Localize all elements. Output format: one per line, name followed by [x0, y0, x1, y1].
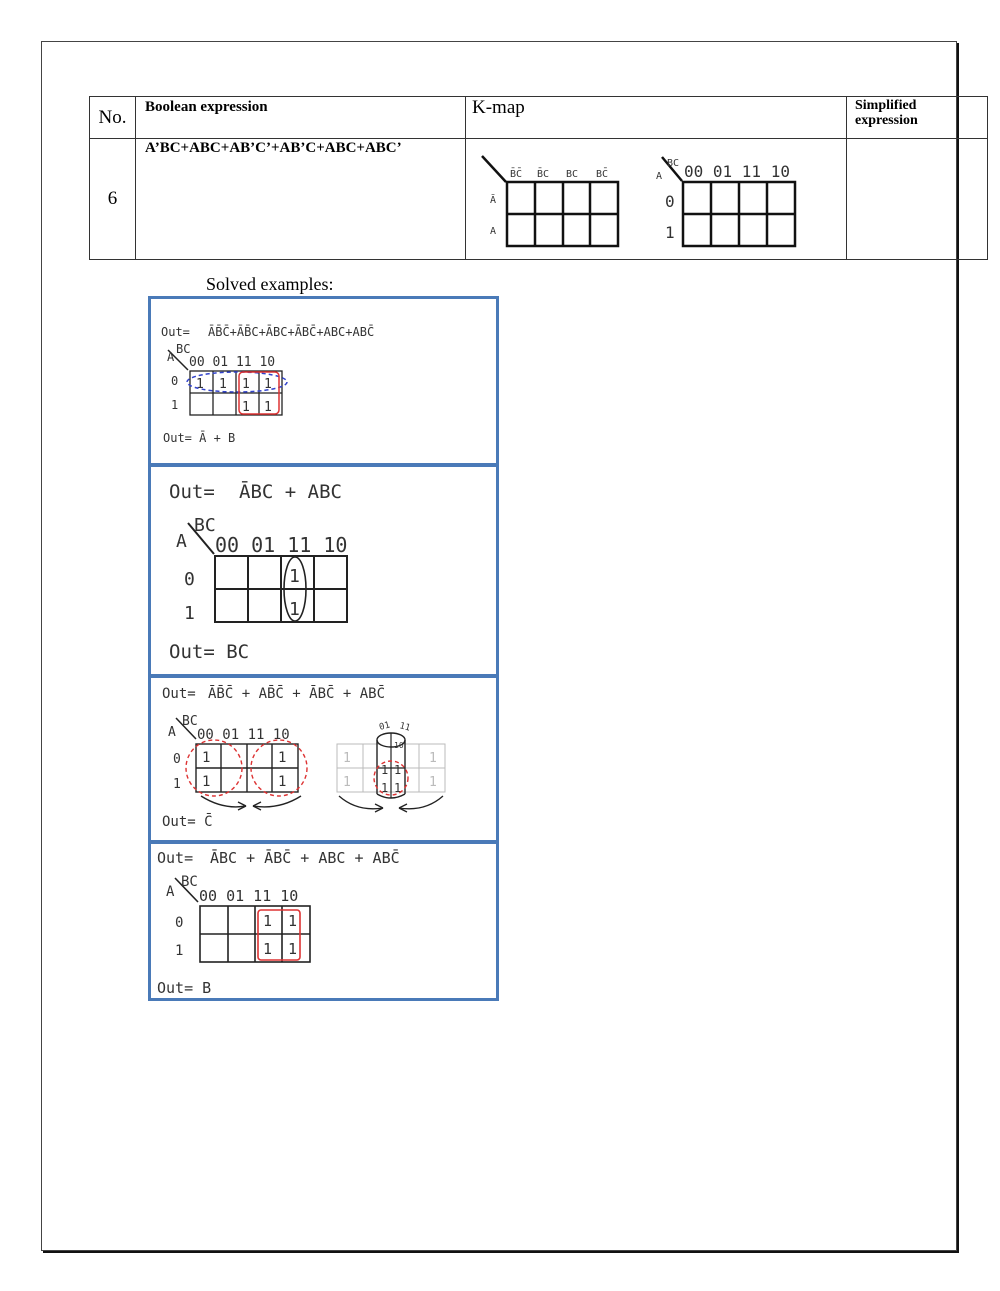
kmap-cell-value: 1 — [263, 912, 273, 930]
kmap-col-label: BC — [566, 169, 579, 180]
kmap-row-label: 0 — [665, 192, 675, 211]
kmap-var-top: BC — [176, 342, 191, 356]
kmap-cell-value: 1 — [219, 377, 227, 392]
kmap-cell-value: 1 — [288, 940, 298, 958]
kmap-row-label: Ā — [490, 195, 497, 206]
kmap-cell-value: 1 — [289, 599, 300, 620]
wrap-arrow — [253, 796, 301, 807]
kmap-row-label: 1 — [175, 943, 184, 959]
kmap-cell-value: 1 — [278, 774, 287, 790]
svg-text:1: 1 — [343, 751, 351, 766]
svg-text:1: 1 — [429, 775, 437, 790]
example-expression: ĀB̄C̄+ĀB̄C+ĀBC+ĀBC̄+ABC+ABC̄ — [208, 325, 375, 339]
wrap-arrow — [201, 796, 246, 807]
kmap-row-label: 1 — [665, 223, 675, 242]
cylinder-label: 11 — [398, 721, 412, 734]
row-simplified-expression[interactable] — [847, 139, 988, 260]
cylinder-label: 01 — [378, 720, 392, 733]
kmap-cell-value: 1 — [264, 400, 272, 415]
svg-text:1: 1 — [381, 781, 389, 795]
header-simplified-expression: Simplified expression — [847, 97, 988, 139]
kmap-var-left: A — [656, 171, 663, 182]
kmap-cell-value: 1 — [263, 940, 273, 958]
kmap-row-label: 0 — [184, 569, 195, 590]
solved-examples-label: Solved examples: — [206, 274, 334, 294]
svg-text:1: 1 — [381, 763, 389, 777]
row-boolean-expression: A’BC+ABC+AB’C’+AB’C+ABC+ABC’ — [136, 139, 466, 260]
kmap-right — [656, 157, 795, 246]
kmap-grid — [683, 182, 795, 246]
row-number: 6 — [90, 139, 136, 260]
table-header-row — [90, 97, 988, 139]
example-expression: ĀBC + ABC — [239, 481, 342, 503]
kmap-col-label: B̄C — [537, 169, 550, 180]
kmap-row-label: 1 — [184, 603, 195, 624]
solved-example-3 — [148, 675, 499, 843]
example-out-label: Out= — [169, 481, 215, 503]
kmap-row-label: 0 — [171, 374, 179, 388]
kmap-var-left: A — [167, 350, 175, 364]
solved-example-1 — [148, 296, 499, 466]
row-kmap-cell — [466, 139, 847, 260]
kmap-cell-value: 1 — [278, 750, 287, 766]
kmap-col-header: 00 01 11 10 — [684, 162, 790, 181]
kmap-col-label: B̄C̄ — [510, 169, 523, 180]
kmap-row-label: 0 — [173, 752, 181, 767]
kmap-col-header: 00 01 11 10 — [215, 533, 348, 557]
kmap-cell-value: 1 — [289, 566, 300, 587]
kmap-grid — [215, 556, 347, 622]
kmap-row-label: 1 — [173, 777, 181, 792]
kmap-cell-value: 1 — [242, 377, 250, 392]
kmap-var-left: A — [176, 531, 187, 552]
kmap-cell-value: 1 — [202, 774, 211, 790]
example-out-label: Out= — [162, 686, 196, 702]
kmap-row-label: 0 — [175, 915, 184, 931]
table-row — [90, 139, 988, 260]
svg-text:1: 1 — [394, 763, 402, 777]
kmap-cell-value: 1 — [202, 750, 211, 766]
example-result: Out= Ā + B — [163, 431, 236, 445]
kmap-cell-value: 1 — [264, 377, 272, 392]
header-boolean-expression: Boolean expression — [136, 97, 466, 139]
kmap-col-header: 00 01 11 10 — [199, 887, 299, 905]
kmap-grid — [507, 182, 618, 246]
example-out-label: Out= — [161, 325, 190, 339]
kmap-var-top: BC — [181, 874, 198, 890]
example-result: Out= B — [157, 979, 212, 997]
cylinder-label: 10 — [394, 741, 404, 750]
solved-example-4 — [148, 841, 499, 1001]
cylinder-kmap-illustration — [337, 720, 445, 812]
kmap-var-top: BC — [182, 714, 198, 729]
kmap-var-top: BC — [667, 158, 680, 169]
header-no: No. — [90, 97, 136, 139]
kmap-col-header: 00 01 11 10 — [189, 355, 276, 370]
example-result: Out= BC — [169, 641, 250, 663]
kmap-row-label: A — [490, 226, 497, 237]
svg-text:1: 1 — [343, 775, 351, 790]
kmap-cell-value: 1 — [242, 400, 250, 415]
solved-example-2 — [148, 464, 499, 677]
kmap-col-label: BC̄ — [596, 169, 609, 180]
example-expression: ĀBC + ĀBC̄ + ABC + ABC̄ — [210, 849, 400, 867]
kmap-var-left: A — [168, 725, 176, 740]
kmap-col-header: 00 01 11 10 — [197, 727, 290, 743]
header-kmap: K-map — [466, 97, 847, 139]
example-expression: ĀB̄C̄ + AB̄C̄ + ĀBC̄ + ABC̄ — [208, 686, 386, 702]
kmap-cell-value: 1 — [288, 912, 298, 930]
kmap-row-label: 1 — [171, 398, 179, 412]
kmap-var-top: BC — [194, 515, 216, 536]
kmap-exercise-table — [89, 96, 988, 260]
kmap-diagonal — [482, 156, 506, 182]
svg-text:1: 1 — [429, 751, 437, 766]
example-result: Out= C̄ — [162, 814, 213, 830]
kmap-cell-value: 1 — [196, 377, 204, 392]
kmap-var-left: A — [166, 884, 175, 900]
kmap-left — [482, 156, 618, 246]
example-out-label: Out= — [157, 849, 194, 867]
svg-text:1: 1 — [394, 781, 402, 795]
empty-kmaps — [466, 139, 834, 254]
